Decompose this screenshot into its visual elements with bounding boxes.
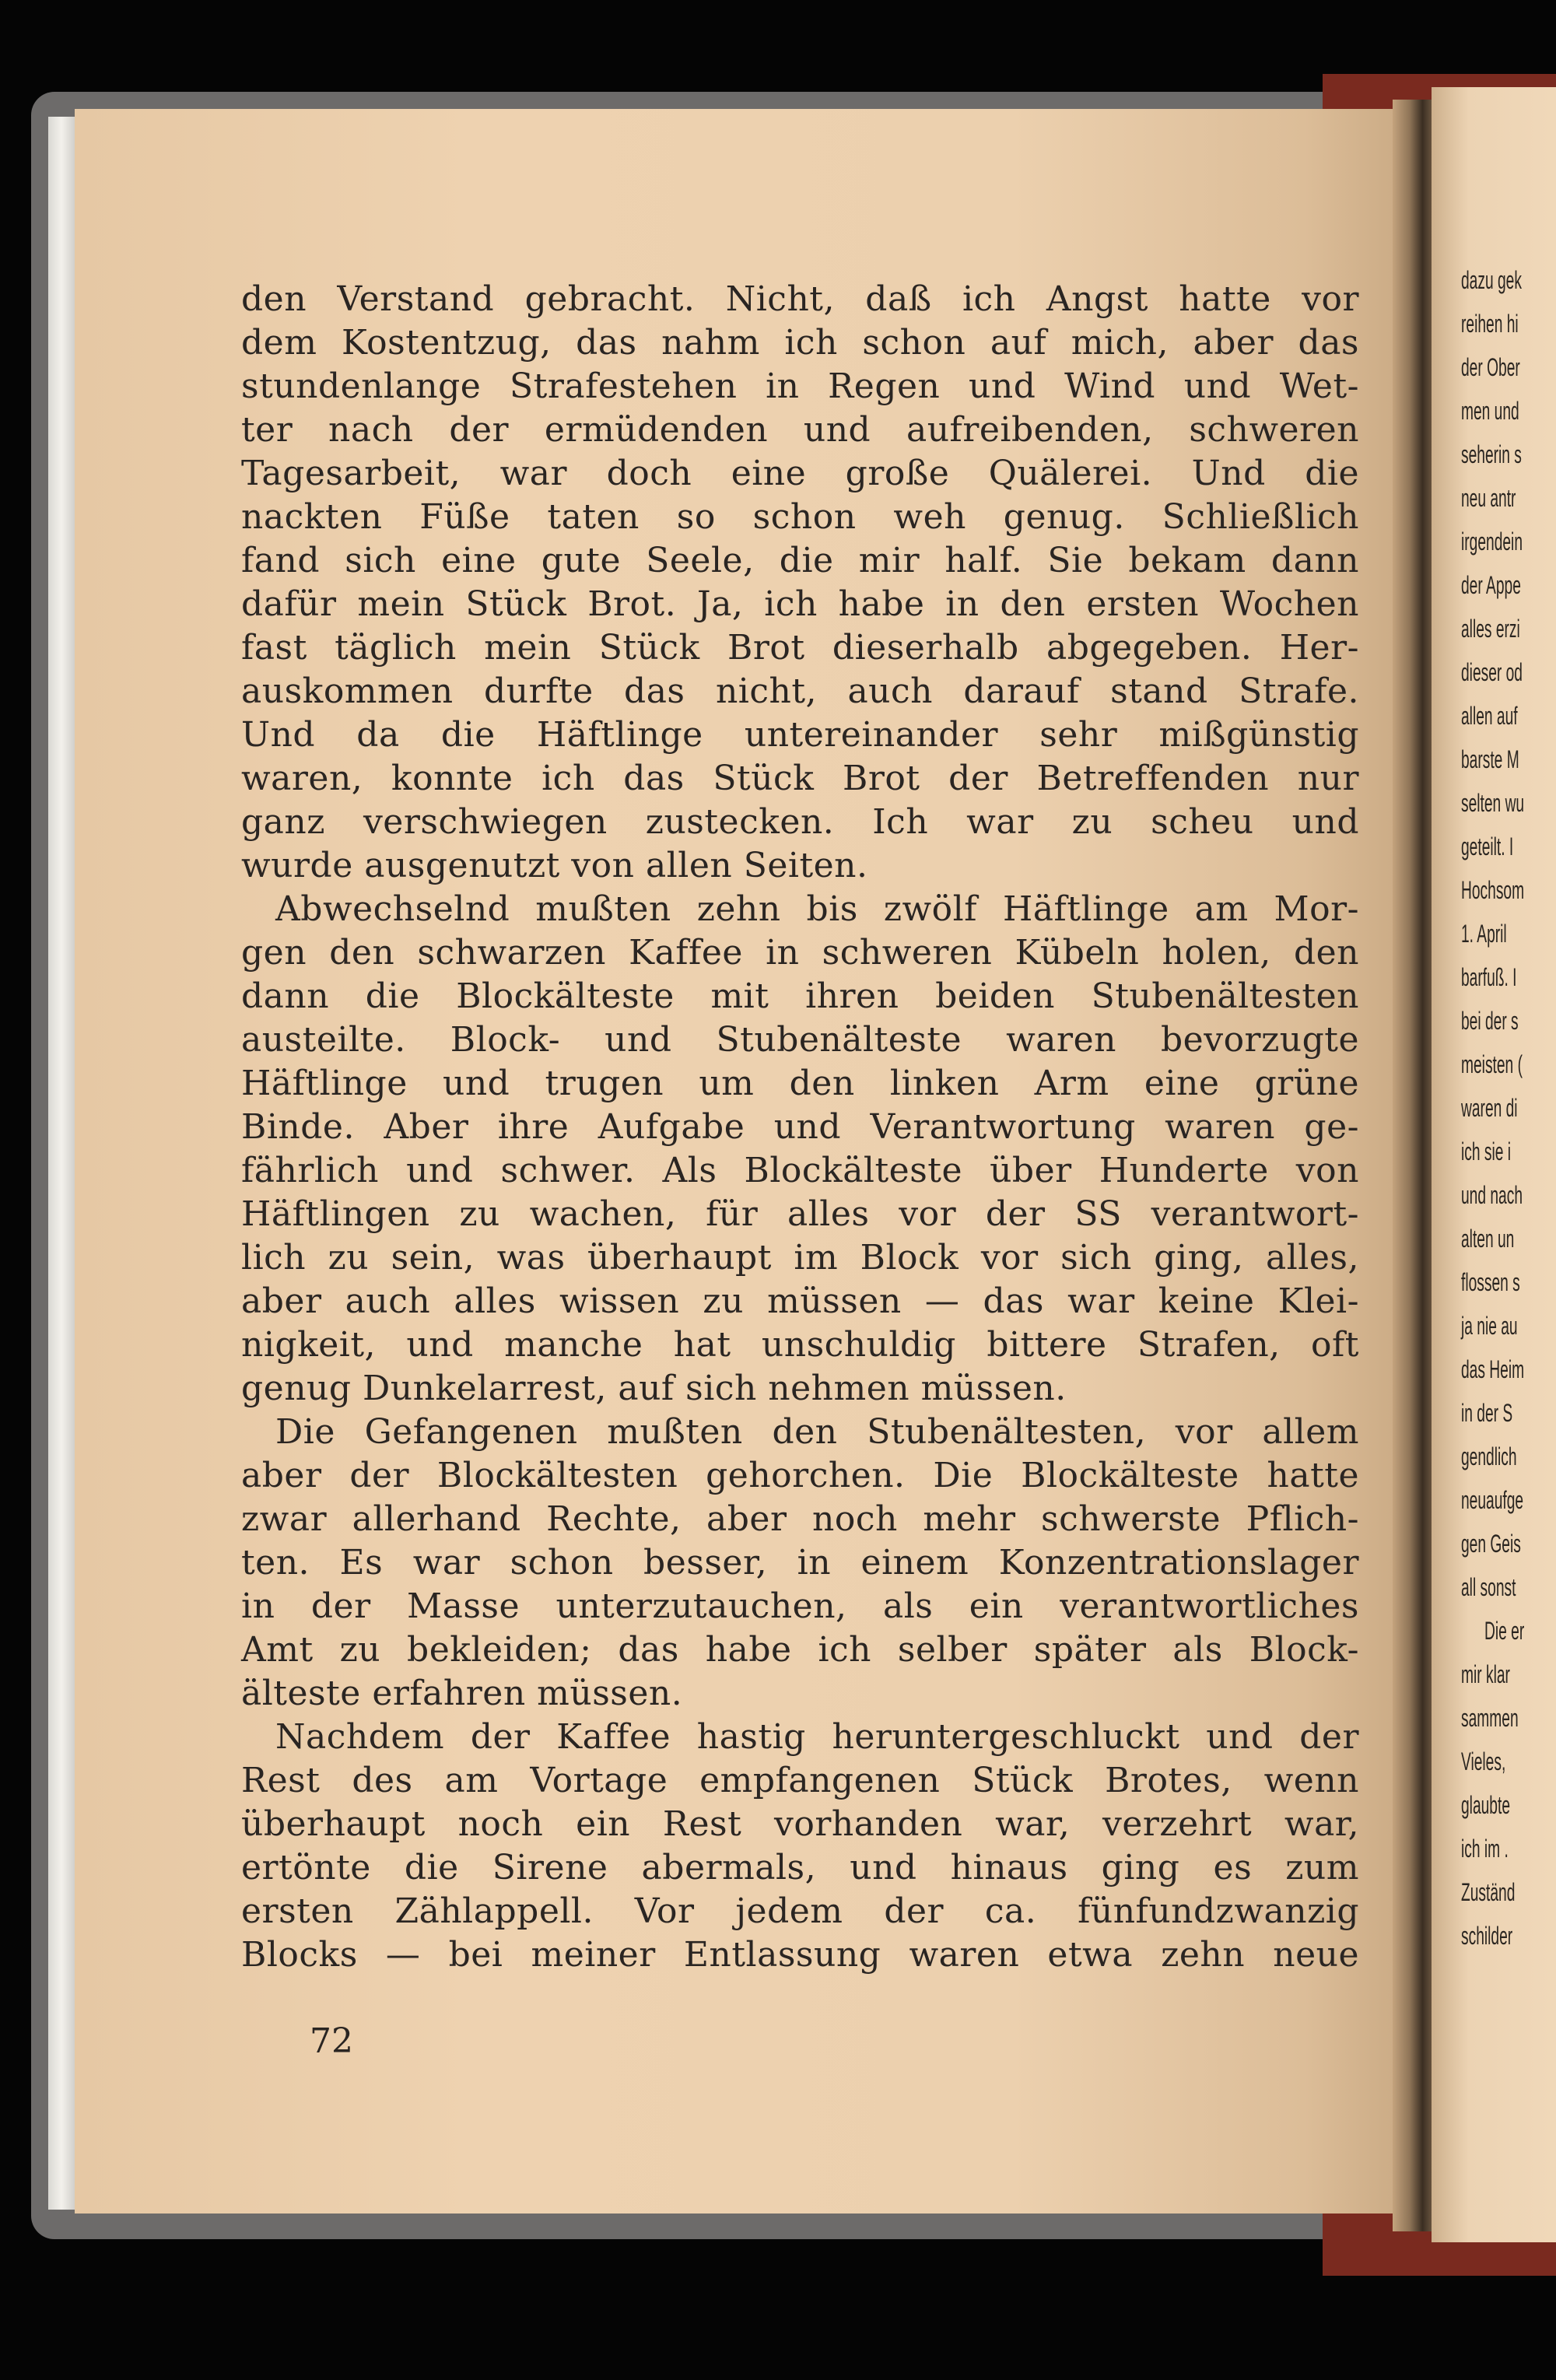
text-line: Nachdem der Kaffee hastig heruntergeschluckt und der — [275, 1717, 1359, 1757]
text-line: glaubte — [1461, 1791, 1510, 1819]
text-line: gendlich — [1461, 1442, 1517, 1470]
text-line: zwar allerhand Rechte, aber noch mehr schwerste Pflich- — [241, 1499, 1359, 1539]
text-line: alten un — [1461, 1225, 1515, 1253]
text-line: dieser od — [1461, 658, 1523, 686]
text-line: Die er — [1484, 1617, 1525, 1645]
text-line: dem Kostentzug, das nahm ich schon auf mich, aber das — [241, 323, 1359, 363]
text-line: wurde ausgenutzt von allen Seiten. — [241, 846, 868, 885]
text-line: Vieles, — [1461, 1747, 1506, 1775]
text-line: ersten Zählappell. Vor jedem der ca. fünfundzwanzig — [241, 1891, 1359, 1931]
text-line: stundenlange Strafestehen in Regen und Wind und Wet- — [241, 366, 1359, 406]
text-line: gen den schwarzen Kaffee in schweren Kübeln holen, den — [241, 933, 1359, 973]
text-line: Amt zu bekleiden; das habe ich selber später als Block- — [241, 1630, 1359, 1670]
text-line: Häftlinge und trugen um den linken Arm eine grüne — [241, 1064, 1359, 1103]
text-line: ja nie au — [1461, 1312, 1518, 1340]
text-line: alles erzi — [1461, 615, 1520, 643]
text-line: neuaufge — [1461, 1486, 1524, 1514]
text-line: waren, konnte ich das Stück Brot der Betreffenden nur — [241, 759, 1359, 798]
text-line: meisten ( — [1461, 1050, 1523, 1078]
text-line: allen auf — [1461, 702, 1518, 730]
page-block-edge — [48, 117, 78, 2210]
text-line: genug Dunkelarrest, auf sich nehmen müssen. — [241, 1369, 1067, 1408]
text-line: Hochsom — [1461, 876, 1525, 904]
text-line: ganz verschwiegen zustecken. Ich war zu scheu und — [241, 802, 1359, 842]
text-line: all sonst — [1461, 1573, 1516, 1601]
text-line: sammen — [1461, 1704, 1519, 1732]
book-gutter — [1393, 100, 1435, 2231]
text-line: der Appe — [1461, 571, 1521, 599]
text-line: fast täglich mein Stück Brot dieserhalb abgegeben. Her- — [241, 628, 1359, 668]
text-line: ich sie i — [1461, 1137, 1512, 1165]
text-line: den Verstand gebracht. Nicht, daß ich Angst hatte vor — [241, 279, 1359, 319]
text-line: nigkeit, und manche hat unschuldig bittere Strafen, oft — [241, 1325, 1359, 1365]
text-line: in der Masse unterzutauchen, als ein verantwortliches — [241, 1586, 1359, 1626]
text-line: schilder — [1461, 1922, 1513, 1950]
text-line: nackten Füße taten so schon weh genug. Schließlich — [241, 497, 1359, 537]
text-line: neu antr — [1461, 484, 1516, 512]
text-line: geteilt. I — [1461, 832, 1514, 861]
text-line: lich zu sein, was überhaupt im Block vor sich ging, alles, — [241, 1238, 1359, 1278]
text-line: fand sich eine gute Seele, die mir half. Sie bekam dann — [241, 541, 1359, 580]
text-line: dazu gek — [1461, 266, 1522, 294]
text-line: Rest des am Vortage empfangenen Stück Brotes, wenn — [241, 1761, 1359, 1800]
text-line: auskommen durfte das nicht, auch darauf stand Strafe. — [241, 671, 1359, 711]
text-line: ich im . — [1461, 1835, 1509, 1863]
text-line: älteste erfahren müssen. — [241, 1674, 683, 1713]
text-line: fährlich und schwer. Als Blockälteste über Hunderte von — [241, 1151, 1359, 1190]
page-number: 72 — [310, 2021, 353, 2061]
text-line: Und da die Häftlinge untereinander sehr mißgünstig — [241, 715, 1359, 755]
text-line: dafür mein Stück Brot. Ja, ich habe in den ersten Wochen — [241, 584, 1359, 624]
text-line: bei der s — [1461, 1007, 1519, 1035]
text-line: ter nach der ermüdenden und aufreibenden, schweren — [241, 410, 1359, 450]
text-line: austeilte. Block- und Stubenälteste waren bevorzugte — [241, 1020, 1359, 1060]
text-line: Tagesarbeit, war doch eine große Quälerei. Und die — [241, 454, 1359, 493]
text-line: Häftlingen zu wachen, für alles vor der SS verantwort- — [241, 1194, 1359, 1234]
text-line: Abwechselnd mußten zehn bis zwölf Häftlinge am Mor- — [275, 889, 1359, 929]
text-line: ertönte die Sirene abermals, und hinaus ging es zum — [241, 1848, 1359, 1888]
text-line: men und — [1461, 397, 1519, 425]
text-line: barste M — [1461, 745, 1519, 773]
text-line: aber auch alles wissen zu müssen — das war keine Klei- — [241, 1281, 1359, 1321]
text-line: gen Geis — [1461, 1530, 1521, 1558]
text-line: Zuständ — [1461, 1878, 1516, 1906]
text-line: irgendein — [1461, 528, 1523, 556]
text-line: waren di — [1461, 1094, 1518, 1122]
text-line: überhaupt noch ein Rest vorhanden war, verzehrt war, — [241, 1804, 1359, 1844]
text-line: Blocks — bei meiner Entlassung waren etwa zehn neue — [241, 1935, 1359, 1975]
text-line: dann die Blockälteste mit ihren beiden Stubenältesten — [241, 976, 1359, 1016]
text-line: flossen s — [1461, 1268, 1520, 1296]
text-line: das Heim — [1461, 1355, 1525, 1383]
text-line: seherin s — [1461, 440, 1522, 468]
text-line: ten. Es war schon besser, in einem Konzentrationslager — [241, 1543, 1359, 1583]
text-line: Binde. Aber ihre Aufgabe und Verantwortung waren ge- — [241, 1107, 1359, 1147]
text-line: mir klar — [1461, 1660, 1510, 1688]
text-line: barfuß. I — [1461, 963, 1517, 991]
text-line: reihen hi — [1461, 310, 1519, 338]
text-line: Die Gefangenen mußten den Stubenältesten, vor allem — [275, 1412, 1359, 1452]
text-line: in der S — [1461, 1399, 1513, 1427]
text-line: 1. April — [1461, 920, 1507, 948]
text-line: selten wu — [1461, 789, 1525, 817]
text-line: der Ober — [1461, 353, 1520, 381]
text-line: und nach — [1461, 1181, 1523, 1209]
text-line: aber der Blockältesten gehorchen. Die Blockälteste hatte — [241, 1456, 1359, 1495]
